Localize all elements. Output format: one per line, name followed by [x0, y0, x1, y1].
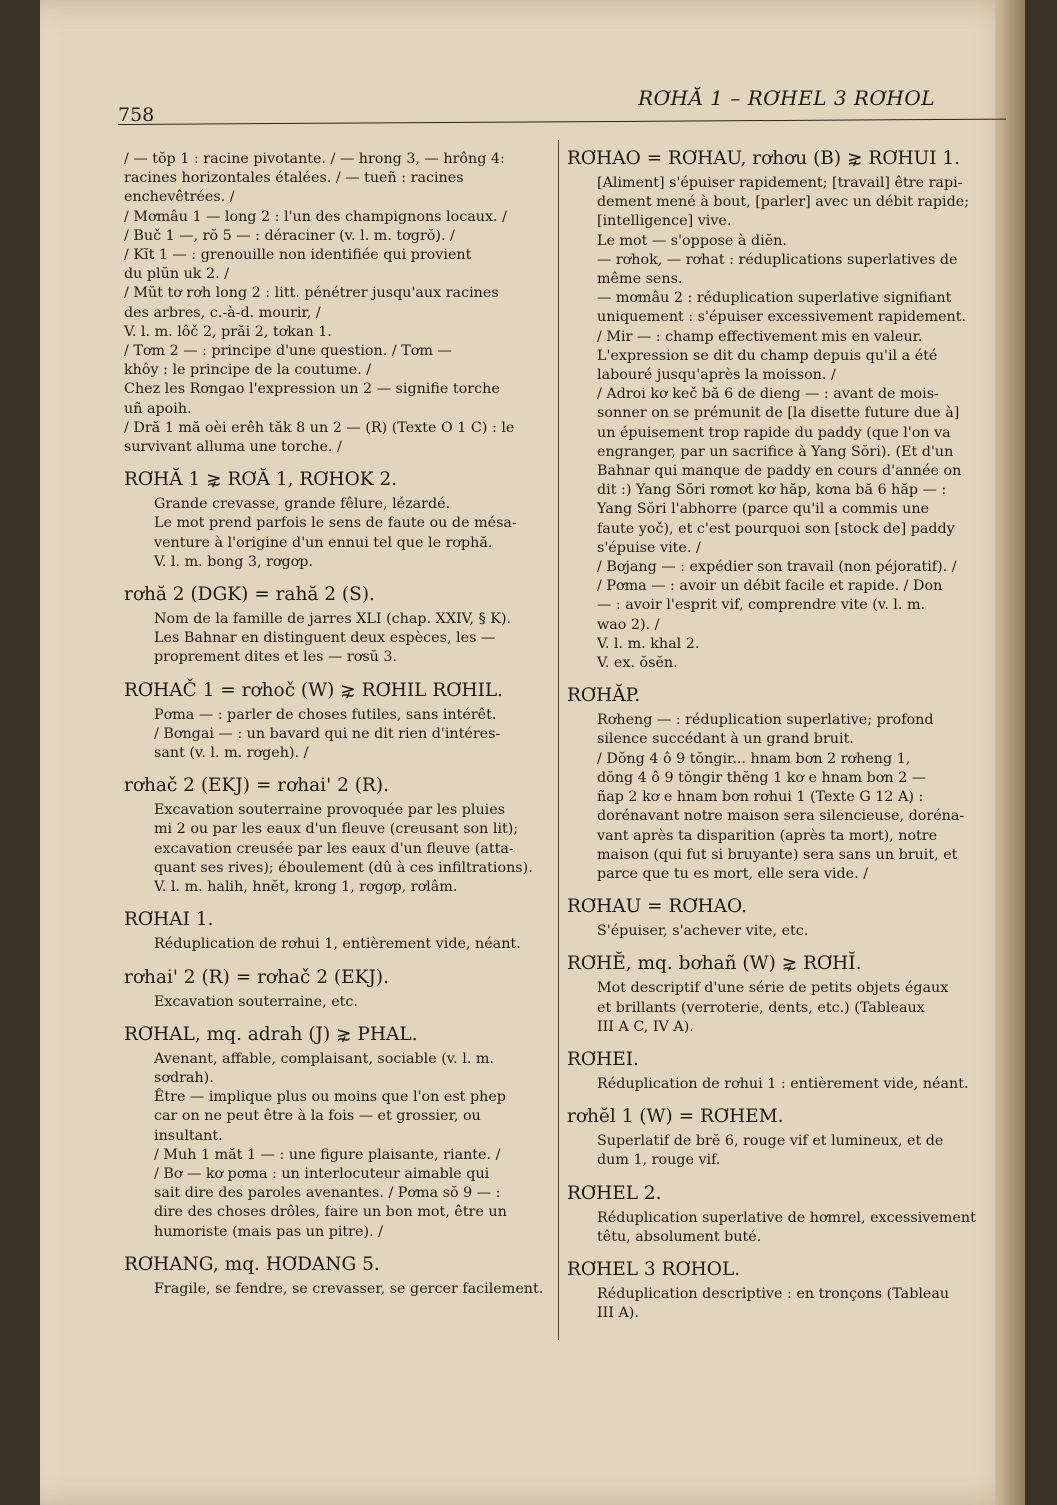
definition-line: S'épuiser, s'achever vite, etc.	[597, 923, 809, 940]
definition-line: Être — implique plus ou moins que l'on est phep	[154, 1089, 506, 1106]
definition-line: Chez les Rơngao l'expression un 2 — signifie torche	[124, 381, 500, 398]
definition-line: / Kĭt 1 — : grenouille non identifiée qui provient	[124, 247, 472, 264]
definition-line: parce que tu es mort, elle sera vide. /	[597, 865, 869, 882]
definition-line: Superlatif de brĕ 6, rouge vif et lumineux, et de	[597, 1133, 944, 1150]
definition-line: / Mir — : champ effectivement mis en valeur.	[597, 328, 923, 345]
definition-line: labouré jusqu'après la moisson. /	[597, 367, 836, 384]
definition-line: Excavation souterraine provoquée par les pluies	[154, 802, 506, 819]
left-column	[124, 150, 544, 1299]
definition-line: dit :) Yang Sŏri rơmơt kơ hăp, kơna bă 6 hăp — :	[597, 482, 947, 499]
right-column	[567, 146, 997, 1323]
definition-line: L'expression se dit du champ depuis qu'il a été	[597, 347, 938, 364]
right-entries	[567, 146, 997, 1323]
definition-line: wao 2). /	[597, 616, 660, 633]
definition-line: / Buč 1 —, rŏ 5 — : déraciner (v. l. m. tơgrŏ). /	[124, 227, 455, 244]
definition-line: sait dire des paroles avenantes. / Pơma sŏ 9 — :	[154, 1185, 501, 1202]
definition-line: Mot descriptif d'une série de petits objets égaux	[597, 980, 949, 997]
book-page	[40, 0, 1025, 1505]
entry-definition	[124, 495, 544, 572]
definition-line: — : avoir l'esprit vif, comprendre vite (v. l. m.	[597, 597, 926, 614]
entry-headword: RƠHAL, mq. adrah (J) ⋧ PHAL.	[124, 1023, 418, 1045]
entry-definition	[567, 1285, 997, 1323]
definition-line: dum 1, rouge vif.	[597, 1152, 721, 1169]
definition-line: dement mené à bout, [parler] avec un débit rapide;	[597, 194, 970, 211]
header-rule	[118, 119, 1006, 125]
entry-headword: RƠHEI.	[567, 1048, 639, 1070]
entry-headword: rơhĕl 1 (W) = RƠHEM.	[567, 1106, 784, 1128]
definition-line: enchevêtrées. /	[124, 189, 235, 206]
definition-line: engranger, par un sacrifice à Yang Sŏri). (Et d'un	[597, 443, 954, 460]
definition-line: même sens.	[597, 271, 683, 288]
entry-definition	[124, 801, 544, 897]
definition-line: uñ apoih.	[124, 400, 192, 417]
definition-line: III A).	[597, 1305, 639, 1322]
entry-definition	[567, 922, 997, 941]
definition-line: [Aliment] s'épuiser rapidement; [travail] être rapi-	[597, 175, 963, 191]
definition-line: maison (qui fut si bruyante) sera sans un bruit, et	[597, 846, 958, 863]
definition-line: Les Bahnar en distinguent deux espèces, les —	[154, 630, 496, 647]
definition-line: ñap 2 kơ e hnam bơn rơhui 1 (Texte G 12 A) :	[597, 789, 924, 806]
definition-line: venture à l'origine d'un ennui tel que le rơphă.	[154, 534, 493, 551]
definition-line: Réduplication de rơhui 1 : entièrement vide, néant.	[597, 1075, 969, 1092]
definition-line: faute yoč), et c'est pourquoi son [stock de] paddy	[597, 520, 955, 537]
definition-line: / — tŏp 1 : racine pivotante. / — hrong 3, — hrông 4:	[124, 151, 505, 167]
definition-line: Pơma — : parler de choses futiles, sans intérêt.	[154, 706, 497, 723]
page-number: 758	[118, 104, 155, 126]
definition-line: mi 2 ou par les eaux d'un fleuve (creusant son lit);	[154, 821, 519, 838]
definition-line: / Muh 1 măt 1 — : une figure plaisante, riante. /	[154, 1146, 501, 1163]
definition-line: humoriste (mais pas un pitre). /	[154, 1223, 383, 1240]
definition-line: Grande crevasse, grande fêlure, lézardé.	[154, 496, 451, 513]
definition-line: dŏng 4 ô 9 tŏngir thĕng 1 kơ e hnam bơn 2 —	[597, 769, 927, 786]
entry-headword: RƠHĔ, mq. bơhañ (W) ⋧ RƠHĬ.	[567, 953, 862, 975]
definition-line: [intelligence] vive.	[597, 213, 732, 230]
definition-line: Réduplication de rơhui 1, entièrement vide, néant.	[154, 936, 521, 953]
entry-definition	[567, 711, 997, 884]
definition-line: Fragile, se fendre, se crevasser, se gercer facilement.	[154, 1280, 544, 1297]
definition-line: / Bơngai — : un bavard qui ne dit rien d'intéres-	[154, 725, 501, 742]
definition-line: des arbres, c.-à-d. mourir, /	[124, 304, 321, 321]
definition-line: / Adroi kơ keč bă 6 de dieng — : avant de mois-	[597, 386, 939, 403]
definition-line: un épuisement trop rapide du paddy (que l'on va	[597, 424, 951, 441]
entry-definition	[567, 1209, 997, 1247]
definition-line: / Bơ — kơ pơma : un interlocuteur aimable qui	[154, 1165, 490, 1182]
entry-definition	[567, 979, 997, 1037]
definition-line: — mơmâu 2 : réduplication superlative signifiant	[597, 290, 952, 307]
definition-line: racines horizontales étalées. / — tueñ : racines	[124, 170, 464, 187]
entry-headword: rơhai' 2 (R) = rơhač 2 (EKJ).	[124, 966, 389, 988]
definition-line: Le mot — s'oppose à diĕn.	[597, 232, 787, 249]
definition-line: III A C, IV A).	[597, 1018, 694, 1035]
definition-line: V. l. m. khal 2.	[597, 635, 700, 652]
definition-line: / Tơm 2 — : principe d'une question. / Tơm —	[124, 343, 452, 360]
running-head: RƠHĂ 1 – RƠHEL 3 RƠHOL	[638, 86, 935, 110]
definition-line: Réduplication descriptive : en tronçons (Tableau	[597, 1285, 950, 1302]
definition-line: / Dră 1 mă oèi erêh tăk 8 un 2 — (R) (Texte O 1 C) : le	[124, 419, 515, 436]
entry-headword: RƠHAČ 1 = rơhoč (W) ⋧ RƠHIL RƠHIL.	[124, 679, 504, 701]
definition-line: du plŭn uk 2. /	[124, 266, 230, 283]
definition-line: / Mŭt tơ rơh long 2 : litt. pénétrer jusqu'aux racines	[124, 285, 499, 302]
page-gutter-shadow	[995, 0, 1025, 1505]
definition-line: têtu, absolument buté.	[597, 1228, 762, 1245]
definition-line: proprement dites et les — rơsŭ 3.	[154, 649, 398, 666]
continued-entry	[124, 150, 544, 457]
definition-line: / Pơma — : avoir un débit facile et rapide. / Don	[597, 578, 943, 595]
definition-line: khôy : le principe de la coutume. /	[124, 362, 372, 379]
definition-line: dire des choses drôles, faire un bon mot, être un	[154, 1204, 507, 1221]
column-divider	[558, 140, 559, 1340]
definition-line: sonner on se prémunit de [la disette future due à]	[597, 405, 960, 422]
left-entries	[124, 467, 544, 1299]
definition-line: Yang Sŏri l'abhorre (parce qu'il a commis une	[597, 501, 929, 518]
definition-line: dorénavant notre maison sera silencieuse, doréna-	[597, 808, 965, 825]
definition-line: s'épuise vite. /	[597, 539, 701, 556]
definition-line: car on ne peut être à la fois — et grossier, ou	[154, 1108, 481, 1125]
definition-line: Excavation souterraine, etc.	[154, 993, 358, 1010]
definition-line: et brillants (verroterie, dents, etc.) (Tableaux	[597, 999, 925, 1016]
entry-definition	[567, 1075, 997, 1094]
definition-line: uniquement : s'épuiser excessivement rapidement.	[597, 309, 967, 326]
definition-line: V. ex. ŏsĕn.	[597, 655, 678, 672]
definition-line: survivant alluma une torche. /	[124, 439, 342, 456]
definition-line: insultant.	[154, 1127, 223, 1144]
entry-definition	[567, 174, 997, 673]
definition-line: / Bơjang — : expédier son travail (non péjoratif). /	[597, 559, 957, 576]
entry-definition	[124, 610, 544, 668]
definition-line: silence succédant à un grand bruit.	[597, 731, 854, 748]
definition-line: V. l. m. lôč 2, prăi 2, tơkan 1.	[124, 323, 332, 340]
definition-line: Avenant, affable, complaisant, sociable (v. l. m.	[154, 1050, 495, 1067]
definition-line: Réduplication superlative de hơmrel, excessivement	[597, 1209, 976, 1226]
entry-definition	[124, 935, 544, 954]
entry-headword: RƠHAI 1.	[124, 909, 214, 931]
entry-definition	[124, 993, 544, 1012]
entry-definition	[124, 706, 544, 764]
entry-definition	[567, 1132, 997, 1170]
entry-headword: RƠHEL 2.	[567, 1182, 662, 1204]
entry-headword: RƠHEL 3 RƠHOL.	[567, 1258, 741, 1280]
entry-headword: RƠHAU = RƠHAO.	[567, 896, 747, 918]
entry-headword: RƠHANG, mq. HƠDANG 5.	[124, 1253, 380, 1275]
definition-line: Le mot prend parfois le sens de faute ou de mésa-	[154, 515, 517, 532]
entry-definition	[124, 1280, 544, 1299]
entry-definition	[124, 1050, 544, 1242]
entry-headword: rơhač 2 (EKJ) = rơhai' 2 (R).	[124, 775, 389, 797]
definition-line: Bahnar qui manque de paddy en cours d'année on	[597, 463, 962, 480]
definition-line: / Dŏng 4 ô 9 tŏngir... hnam bơn 2 rơheng 1,	[597, 750, 911, 767]
definition-line: Nom de la famille de jarres XLI (chap. XXIV, § K).	[154, 611, 512, 628]
definition-line: sant (v. l. m. rơgeh). /	[154, 745, 309, 762]
definition-line: quant ses rives); éboulement (dû à ces infiltrations).	[154, 859, 533, 876]
definition-line: sơdrah).	[154, 1069, 214, 1086]
definition-line: V. l. m. bong 3, rơgơp.	[154, 553, 313, 570]
definition-line: — rơhok, — rơhat : réduplications superlatives de	[597, 251, 958, 268]
definition-line: / Mơmâu 1 — long 2 : l'un des champignons locaux. /	[124, 208, 507, 225]
definition-line: Rơheng — : réduplication superlative; profond	[597, 712, 934, 729]
entry-headword: RƠHAO = RƠHAU, rơhơu (B) ⋧ RƠHUI 1.	[567, 148, 961, 169]
entry-headword: RƠHĂP.	[567, 685, 641, 707]
definition-line: excavation creusée par les eaux d'un fleuve (atta-	[154, 840, 514, 857]
definition-line: V. l. m. halih, hnĕt, krong 1, rơgơp, rơlâm.	[154, 879, 458, 896]
entry-headword: RƠHĂ 1 ⋧ RƠĂ 1, RƠHOK 2.	[124, 469, 398, 491]
entry-headword: rơhă 2 (DGK) = rahă 2 (S).	[124, 584, 375, 606]
definition-line: vant après ta disparition (après ta mort), notre	[597, 827, 938, 844]
